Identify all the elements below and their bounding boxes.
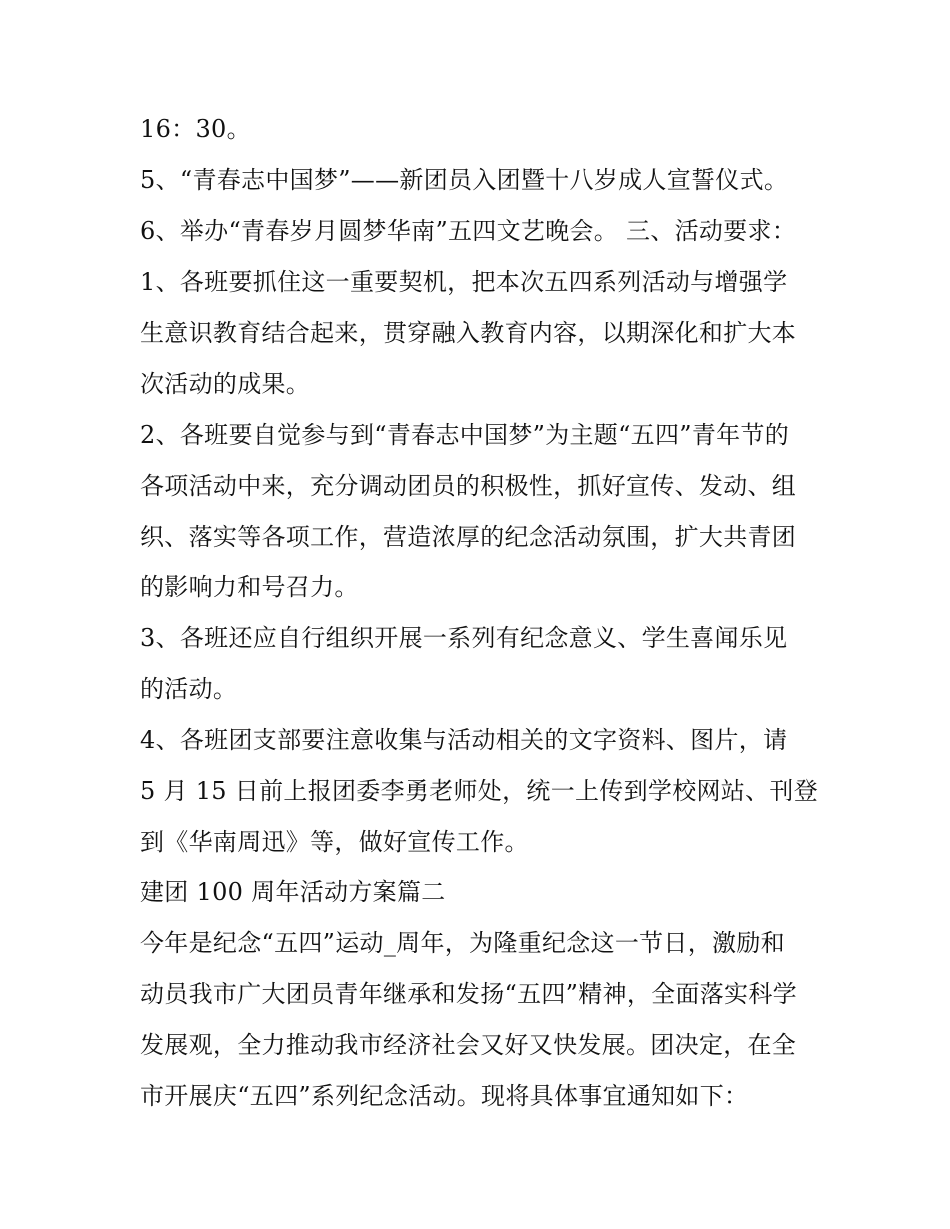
text-line: 织、落实等各项工作，营造浓厚的纪念活动氛围，扩大共青团 (140, 523, 797, 551)
text-line: 5 月 15 日前上报团委李勇老师处，统一上传到学校网站、刊登 (140, 777, 818, 805)
text-line: 16：30。 (140, 115, 251, 143)
text-line: 市开展庆“五四”系列纪念活动。现将具体事宜通知如下： (140, 1082, 749, 1110)
text-line: 今年是纪念“五四”运动_周年，为隆重纪念这一节日，激励和 (140, 929, 785, 957)
text-line: 1、各班要抓住这一重要契机，把本次五四系列活动与增强学 (140, 268, 788, 296)
text-line: 的影响力和号召力。 (140, 573, 359, 601)
text-line: 到《华南周迅》等，做好宣传工作。 (140, 828, 529, 856)
text-line: 2、各班要自觉参与到“青春志中国梦”为主题“五四”青年节的 (140, 421, 790, 449)
text-line: 6、举办“青春岁月圆梦华南”五四文艺晚会。 三、活动要求： (140, 217, 797, 245)
text-line: 3、各班还应自行组织开展一系列有纪念意义、学生喜闻乐见 (140, 624, 788, 652)
text-line: 生意识教育结合起来，贯穿融入教育内容，以期深化和扩大本 (140, 319, 797, 347)
text-line: 动员我市广大团员青年继承和发扬“五四”精神，全面落实科学 (140, 980, 797, 1008)
section-heading: 建团 100 周年活动方案篇二 (140, 878, 446, 906)
text-line: 次活动的成果。 (140, 370, 311, 398)
text-line: 5、“青春志中国梦”——新团员入团暨十八岁成人宣誓仪式。 (140, 166, 789, 194)
text-line: 的活动。 (140, 675, 238, 703)
text-line: 4、各班团支部要注意收集与活动相关的文字资料、图片，请 (140, 726, 788, 754)
text-line: 各项活动中来，充分调动团员的积极性，抓好宣传、发动、组 (140, 472, 797, 500)
text-line: 发展观，全力推动我市经济社会又好又快发展。团决定，在全 (140, 1031, 797, 1059)
